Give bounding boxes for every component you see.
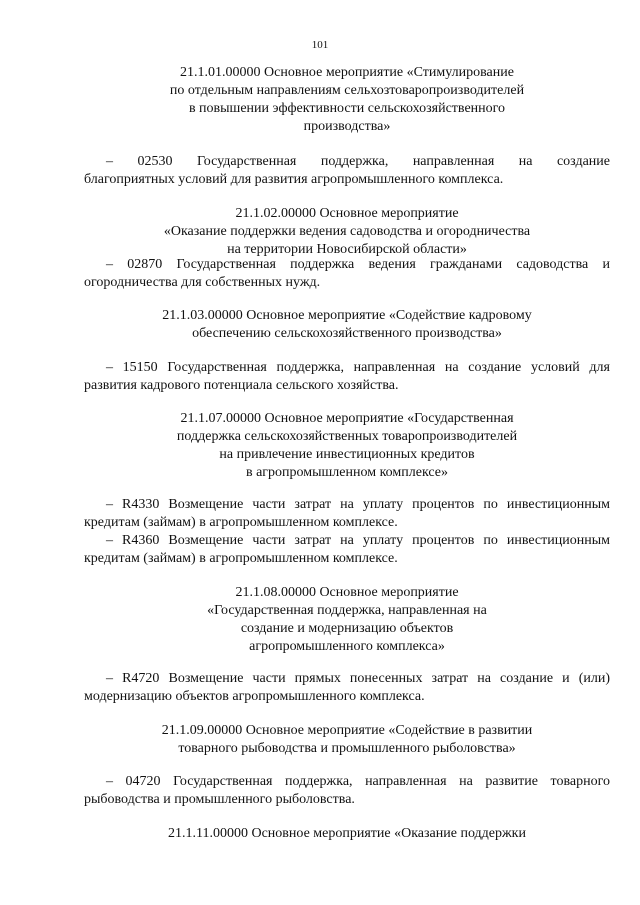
heading-line: в повышении эффективности сельскохозяйственного — [188, 101, 506, 116]
paragraph-line: развития кадрового потенциала сельского хозяйства. — [84, 378, 399, 393]
item-paragraph-15150 — [84, 359, 610, 395]
section-heading-21-1-08 — [84, 584, 610, 656]
heading-line: поддержка сельскохозяйственных товаропроизводителей — [176, 429, 518, 444]
heading-line: создание и модернизацию объектов — [240, 621, 454, 636]
item-paragraph-04720 — [84, 773, 610, 809]
item-paragraph-02530 — [84, 153, 610, 189]
paragraph-line: огородничества для собственных нужд. — [84, 275, 321, 290]
heading-line: товарного рыбоводства и промышленного рыболовства» — [178, 741, 516, 756]
paragraph-line: модернизацию объектов агропромышленного комплекса. — [84, 689, 425, 704]
heading-line: 21.1.03.00000 Основное мероприятие «Содействие кадровому — [162, 308, 532, 323]
heading-line: 21.1.08.00000 Основное мероприятие — [235, 585, 459, 600]
heading-line: по отдельным направлениям сельхозтоваропроизводителей — [169, 83, 525, 98]
paragraph-line: – R4330 Возмещение части затрат на уплату процентов по инвестиционным — [106, 497, 610, 512]
item-paragraph-r4720 — [84, 670, 610, 706]
heading-line: агропромышленного комплекса» — [249, 639, 445, 654]
paragraph-line: кредитам (займам) в агропромышленном комплексе. — [84, 515, 398, 530]
heading-line: 21.1.01.00000 Основное мероприятие «Стимулирование — [180, 65, 514, 80]
paragraph-line: – R4720 Возмещение части прямых понесенных затрат на создание и (или) — [106, 671, 610, 686]
section-heading-21-1-02 — [84, 205, 610, 259]
heading-line: 21.1.07.00000 Основное мероприятие «Государственная — [180, 411, 514, 426]
heading-line: на территории Новосибирской области» — [227, 242, 467, 257]
heading-line: на привлечение инвестиционных кредитов — [219, 447, 475, 462]
heading-line: «Государственная поддержка, направленная на — [207, 603, 487, 618]
item-paragraph-r4360 — [84, 532, 610, 568]
paragraph-line: благоприятных условий для развития агропромышленного комплекса. — [84, 172, 504, 187]
section-heading-21-1-03 — [84, 307, 610, 343]
heading-line: 21.1.11.00000 Основное мероприятие «Оказание поддержки — [168, 826, 526, 841]
section-heading-21-1-11 — [84, 825, 610, 843]
heading-line: «Оказание поддержки ведения садоводства и огородничества — [163, 224, 531, 239]
paragraph-line: – 04720 Государственная поддержка, направленная на развитие товарного — [106, 774, 610, 789]
heading-line: 21.1.02.00000 Основное мероприятие — [235, 206, 459, 221]
section-heading-21-1-01 — [84, 64, 610, 136]
paragraph-line: – 02870 Государственная поддержка ведения гражданами садоводства и — [106, 257, 610, 272]
heading-line: обеспечению сельскохозяйственного производства» — [192, 326, 502, 341]
paragraph-line: рыбоводства и промышленного рыболовства. — [84, 792, 355, 807]
paragraph-line: – 15150 Государственная поддержка, направленная на создание условий для — [106, 360, 610, 375]
section-heading-21-1-07 — [84, 410, 610, 482]
heading-line: 21.1.09.00000 Основное мероприятие «Содействие в развитии — [161, 723, 533, 738]
item-paragraph-02870 — [84, 256, 610, 292]
paragraph-line: кредитам (займам) в агропромышленном комплексе. — [84, 551, 398, 566]
paragraph-line: – R4360 Возмещение части затрат на уплату процентов по инвестиционным — [106, 533, 610, 548]
paragraph-line: – 02530 Государственная поддержка, направленная на создание — [106, 154, 610, 169]
heading-line: в агропромышленном комплексе» — [245, 465, 449, 480]
page-number: 101 — [311, 39, 329, 51]
item-paragraph-r4330 — [84, 496, 610, 532]
section-heading-21-1-09 — [84, 722, 610, 758]
heading-line: производства» — [303, 119, 391, 134]
